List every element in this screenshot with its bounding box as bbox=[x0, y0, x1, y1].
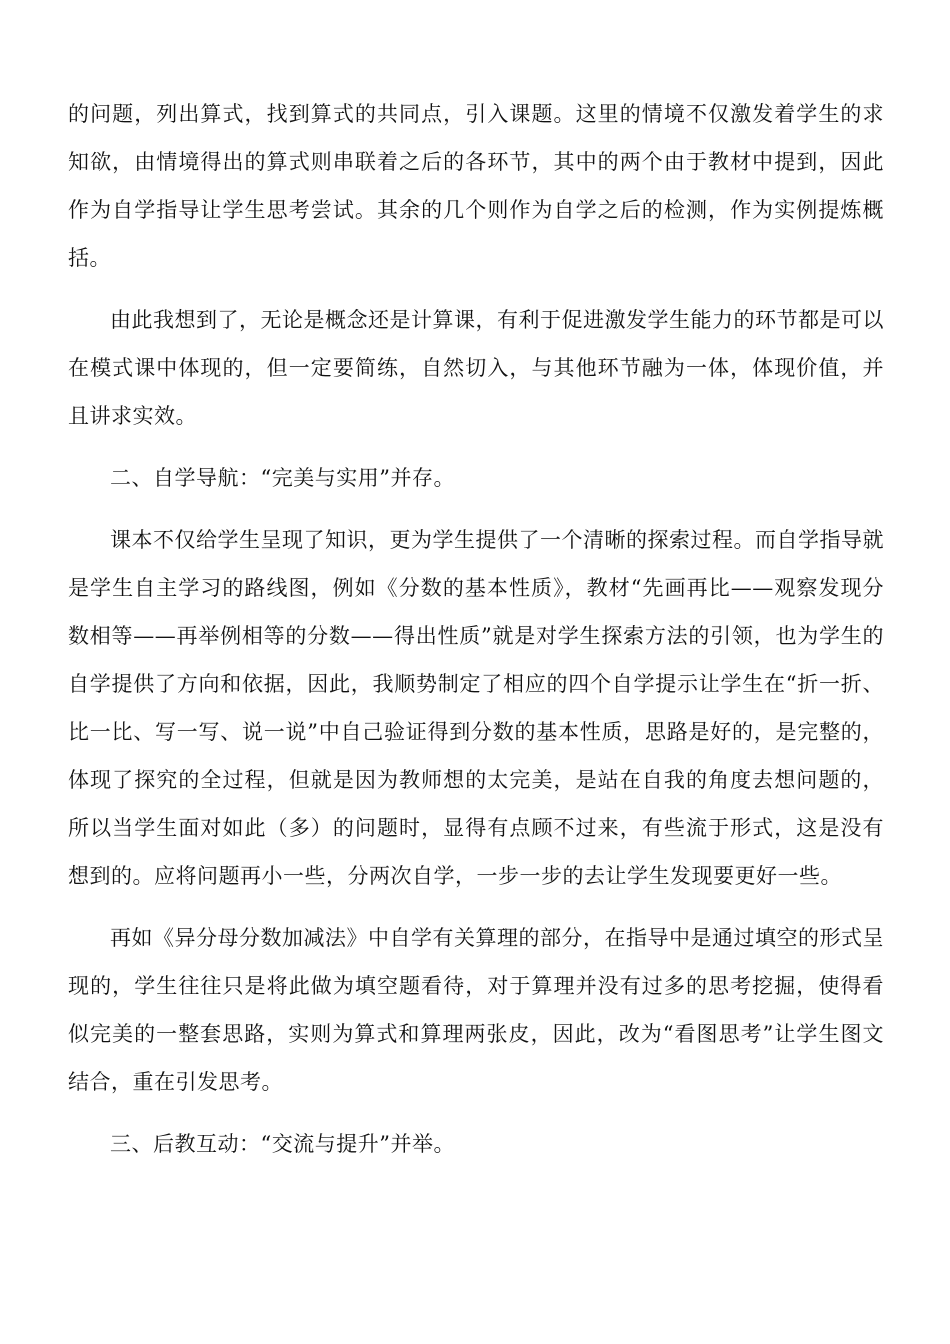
section-heading-self-study: 二、自学导航：“完美与实用”并存。 bbox=[110, 466, 455, 490]
paragraph-textbook-example: 课本不仅给学生呈现了知识，更为学生提供了一个清晰的探索过程。而自学指导就是学生自主学习的路线图，例如《分数的基本性质》，教材“先画再比——观察发现分数相等——再举例相等的分数——得出性质”就是对学生探索方法的引领，也为学生的自学提供了方向和依据，因此，我顺势制定了相应的四个自学提示让学生在“折一折、比一比、写一写、说一说”中自己验证得到分数的基本性质，思路是好的，是完整的，体现了探究的全过程，但就是因为教师想的太完美，是站在自我的角度去想问题的，所以当学生面对如此（多）的问题时，显得有点顾不过来，有些流于形式，这是没有想到的。应将问题再小一些，分两次自学，一步一步的去让学生发现要更好一些。 bbox=[68, 528, 884, 888]
section-heading-interaction: 三、后教互动：“交流与提升”并举。 bbox=[110, 1132, 455, 1156]
paragraph-reflection: 由此我想到了，无论是概念还是计算课，有利于促进激发学生能力的环节都是可以在模式课中体现的，但一定要简练，自然切入，与其他环节融为一体，体现价值，并且讲求实效。 bbox=[68, 308, 884, 428]
paragraph-continuation: 的问题，列出算式，找到算式的共同点，引入课题。这里的情境不仅激发着学生的求知欲，由情境得出的算式则串联着之后的各环节，其中的两个由于教材中提到，因此作为自学指导让学生思考尝试。其余的几个则作为自学之后的检测，作为实例提炼概括。 bbox=[68, 102, 884, 270]
paragraph-fraction-addition: 再如《异分母分数加减法》中自学有关算理的部分，在指导中是通过填空的形式呈现的，学生往往只是将此做为填空题看待，对于算理并没有过多的思考挖掘，使得看似完美的一整套思路，实则为算式和算理两张皮，因此，改为“看图思考”让学生图文结合，重在引发思考。 bbox=[68, 926, 884, 1094]
document-body bbox=[68, 90, 884, 1182]
